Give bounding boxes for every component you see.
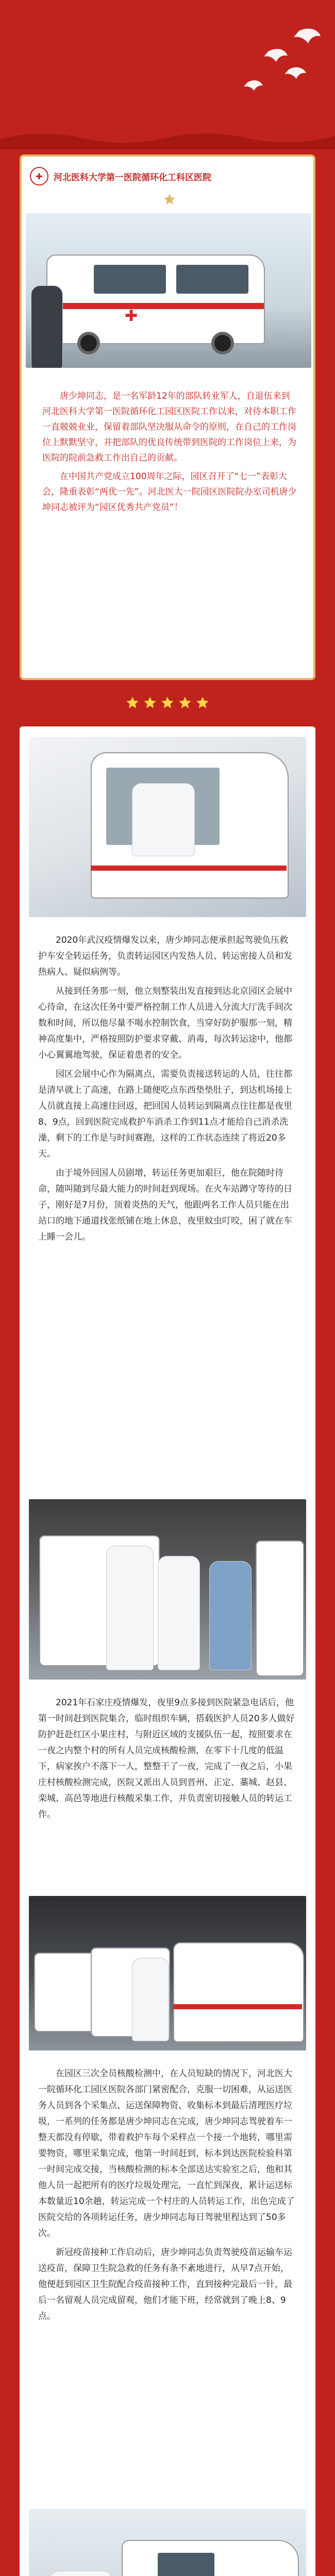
section2-text [38,1695,297,1826]
intro-text [42,388,297,518]
star-icon [195,696,210,710]
top-banner [0,0,335,113]
story-paragraph: 从接到任务那一刻，他立刻整装出发直接到达北京园区会展中心待命，在这次任务中要严格控制工作人员进入分流大厅洗手间次数和时间，所以他尽量不喝水控制饮食，当穿好防护服那一刻，精神高度集中，严格按照防护要求穿戴、消毒，每次转运途中，他都小心翼翼地驾驶，保证着患者的安全。 [38,986,292,1060]
star-icon [178,696,192,710]
intro-paragraph: 唐少坤同志，是一名军龄12年的部队转业军人，自退伍来到河北医科大学第一医院循环化工园区医院工作以来，对待本职工作一直兢兢业业，保留着部队坚决服从命令的原则，在自己的工作岗位上默默坚守，并把部队的优良传统带到医院的工作岗位上来，为医院的院前急救工作出自己的贡献。 [42,391,296,463]
star-icon [160,696,175,710]
ambulance-fleet-photo [29,1896,306,2050]
stars-row [116,696,219,711]
star-icon [125,696,140,710]
vaccine-transport-photo [29,2509,306,2576]
story-paragraph: 园区会展中心作为隔离点，需要负责接送转运的人员，往往都是清早就上了高速，在路上随便吃点东西垫垫肚子，到达机场接上人员就直接上高速往回返，把回国人员转运到隔离点往往都是夜里8、9点，回到医院完成救护车消杀工作到11点才能给自己消杀洗澡，剩下的工作是与时间赛跑，这样的工作状态连续了将近20多天。 [38,1069,292,1159]
school-logo-icon: ✚ [30,167,48,185]
intro-paragraph: 在中国共产党成立100周年之际，园区召开了“七一”表彰大会，隆重表彰“两优一先”。河北医大一院园区医院院办室司机唐少坤同志被评为“园区优秀共产党员”！ [42,471,297,513]
story-paragraph: 新冠疫苗接种工作启动后，唐少坤同志负责驾驶疫苗运输车运送疫苗，保障卫生院急救的任务有条不紊地进行，从早7点开始，他便赶到园区卫生院配合疫苗接种工作，直到接种完最后一针，最后一名留观人员完成留观，他们才能下班，经常就到了晚上8、9点。 [38,2247,292,2321]
night-transfer-photo [29,1499,306,1680]
star-icon [163,193,176,206]
wave-decoration [0,129,335,149]
story-paragraph: 由于境外回国人员剧增，转运任务更加艰巨，他在院随时待命，随叫随到尽最大能力的时间赶到现场。在火车站蹲守等待的日子，刚好是7月份，顶着炎热的天气，他跟两名工作人员只能在出站口的地下通道找张纸铺在地上休息，夜里蚊虫叮咬，困了就在车上睡一会儿。 [38,1168,292,1242]
intro-card [20,155,315,680]
story-card [20,726,315,2576]
story-paragraph: 2020年武汉疫情爆发以来，唐少坤同志便承担起驾驶负压救护车安全转运任务，负责转运园区内发热人员、转运密接人员和发热病人、疑似病例等。 [38,935,292,977]
driver-in-cab-photo [29,737,306,917]
story-paragraph: 在园区三次全员核酸检测中，在人员短缺的情况下，河北医大一院循环化工园区医院各部门紧密配合，克服一切困难，从运送医务人员到各个采集点、运送保障物资、收集标本到最后清理医疗垃圾，一系列的任务都是唐少坤同志在完成，唐少坤同志驾驶着车一整天都没有停歇，带着救护车每个采样点一个接一个地转，哪里需要物资，哪里采集完成，他第一时间赶到，标本到达医院检验科第一时间完成交接，当核酸检测的标本全部送达实验室之后，他和其他人员一起把所有的医疗垃圾处理完，一直忙到深夜，累计运送标本数量近10余趟，转运完成一个村庄的人员转运工作，出色完成了医院交给的各项转运任务，唐少坤同志每日驾驶里程达到了50多次。 [38,2069,295,2239]
ambulance-illustration: ✚ [46,255,265,344]
section3-text [38,2066,297,2328]
school-header [30,167,305,185]
section1-text [38,933,297,1248]
star-icon [143,696,157,710]
school-title: 河北医科大学第一医院循环化工科区医院 [54,172,211,183]
dove-icon [191,21,325,103]
ambulance-photo [26,213,311,368]
story-paragraph: 2021年石家庄疫情爆发，夜里9点多接到医院紧急电话后，他第一时间赶到医院集合，临时组织车辆，搭载医护人员20多人做好防护赶赴红区小果庄村，与附近区域的支援队伍一起，按照要求在一夜之内整个村的所有人员完成核酸检测，在零下十几度的低温下，病家挨户不落下一人，整整干了一夜，完成了一夜之后，小果庄村核酸检测完成，医院又派出人员到晋州、正定、藁城、赵县、栾城、高邑等地进行核酸采集工作，并负责密切接触人员的转运工作。 [38,1698,295,1820]
